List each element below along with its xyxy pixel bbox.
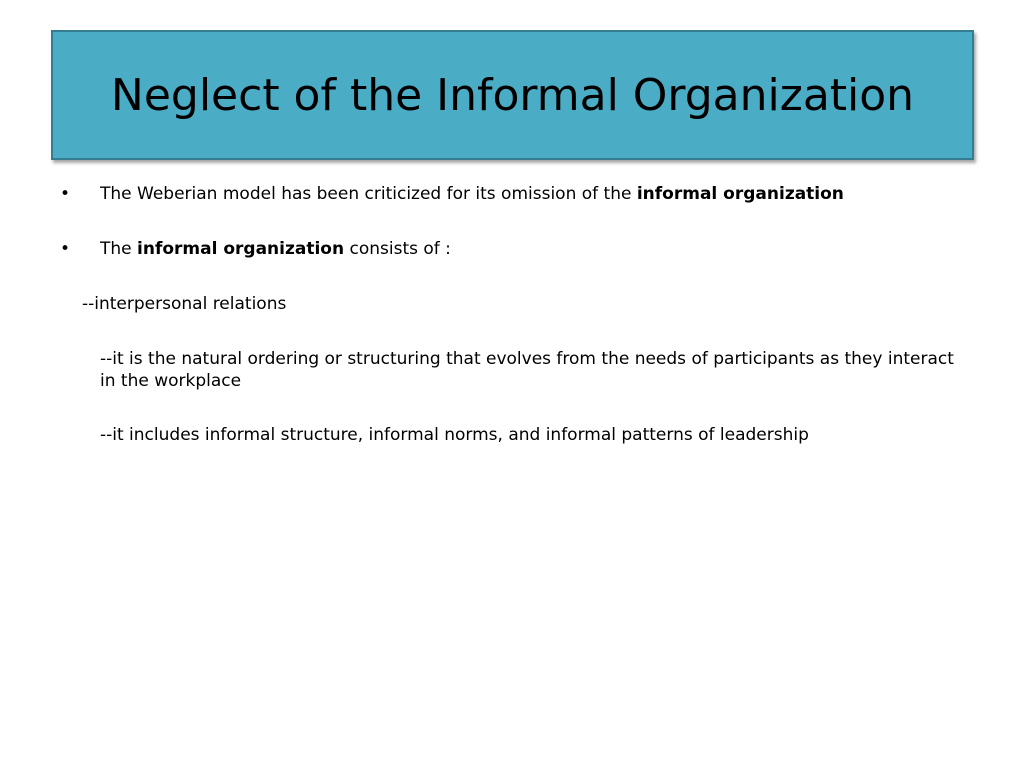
bullet-item-2 bbox=[100, 238, 451, 260]
bullet-2-after: consists of : bbox=[344, 239, 451, 259]
bullet-marker: • bbox=[60, 239, 71, 259]
slide-title: Neglect of the Informal Organization bbox=[110, 69, 915, 121]
bullet-1-bold: informal organization bbox=[636, 184, 844, 204]
sub-line-1: --interpersonal relations bbox=[82, 294, 287, 314]
bullet-1-text: The Weberian model has been criticized for its omission of the bbox=[100, 184, 637, 204]
bullet-marker: • bbox=[60, 184, 71, 204]
sub-line-2: --it is the natural ordering or structuring that evolves from the needs of participants as they interact in the workplace bbox=[100, 349, 954, 391]
bullet-2-text: The bbox=[100, 239, 138, 259]
sub-line-3: --it includes informal structure, informal norms, and informal patterns of leadership bbox=[100, 425, 809, 445]
bullet-item-1 bbox=[100, 183, 844, 205]
bullet-2-bold: informal organization bbox=[137, 239, 345, 259]
